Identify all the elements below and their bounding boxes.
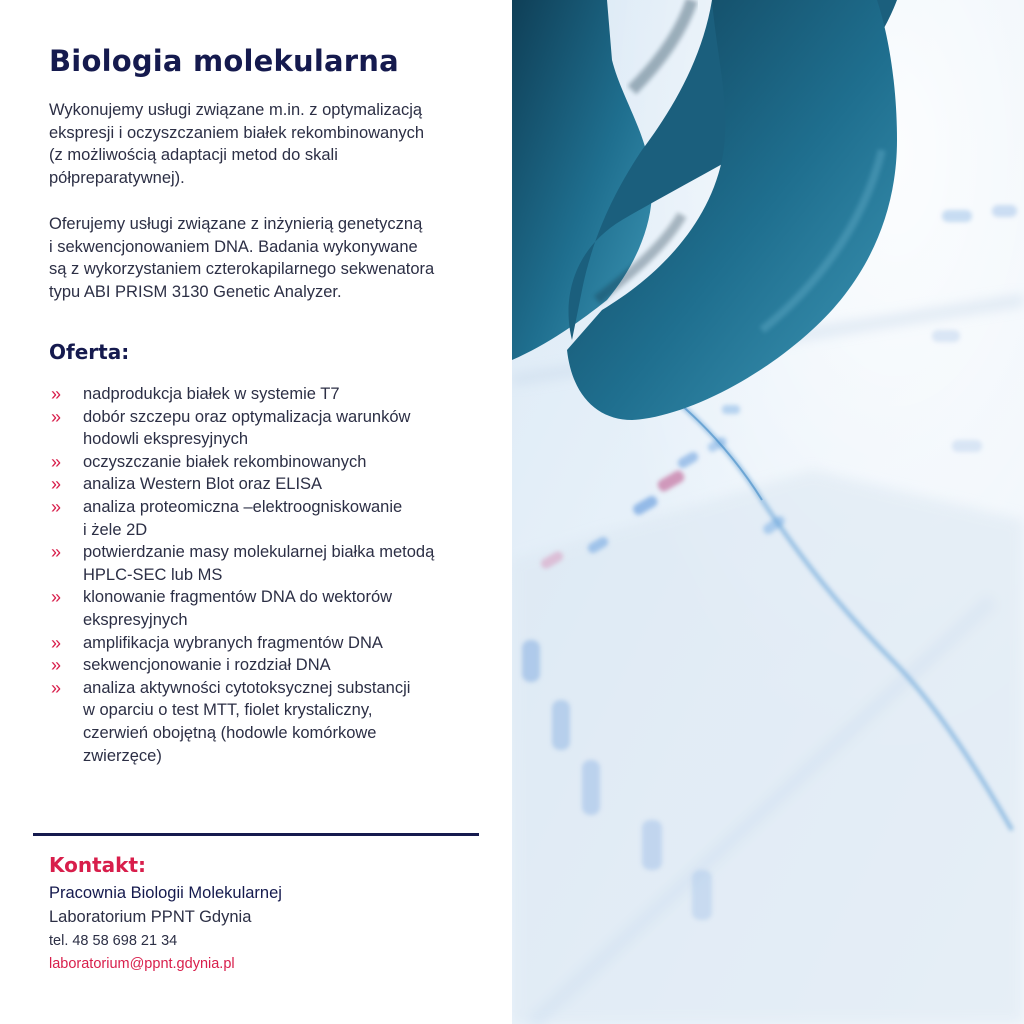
contact-heading: Kontakt:: [49, 853, 147, 877]
bullet-icon: »: [51, 677, 62, 698]
offer-list: [49, 383, 499, 767]
bullet-icon: »: [51, 406, 62, 427]
contact-lab: Laboratorium PPNT Gdynia: [49, 908, 252, 926]
intro-paragraph-1: Wykonujemy usługi związane m.in. z optymalizacją ekspresji i oczyszczaniem białek rekombinowanych (z możliwością adaptacji metod do skali półpreparatywnej).: [49, 101, 425, 187]
offer-item: [49, 677, 499, 767]
bullet-icon: »: [51, 384, 62, 404]
offer-item-text: sekwencjonowanie i rozdział DNA: [83, 656, 331, 675]
bullet-icon: »: [51, 496, 62, 517]
lab-photo: [512, 0, 1024, 1024]
offer-item-text: analiza proteomiczna –elektroogniskowanie i żele 2D: [83, 497, 403, 539]
intro-paragraph-2: Oferujemy usługi związane z inżynierią genetyczną i sekwencjonowaniem DNA. Badania wykonywane są z wykorzystaniem czterokapilarnego sekwenatora typu ABI PRISM 3130 Genetic Analyzer.: [49, 215, 435, 301]
offer-item: [49, 586, 499, 631]
offer-item: [49, 451, 499, 474]
offer-item: [49, 632, 499, 655]
gloved-hand-gel-illustration: [512, 0, 1024, 1024]
offer-item-text: analiza aktywności cytotoksycznej substancji w oparciu o test MTT, fiolet krystaliczny, czerwień obojętną (hodowle komórkowe zwierzęce): [83, 678, 411, 765]
contact-phone[interactable]: tel. 48 58 698 21 34: [49, 933, 178, 949]
offer-item: [49, 654, 499, 677]
offer-item: [49, 541, 499, 586]
offer-item: [49, 406, 499, 451]
bullet-icon: »: [51, 542, 62, 563]
contact-name: Pracownia Biologii Molekularnej: [49, 884, 282, 902]
offer-item: [49, 473, 499, 496]
page-title: Biologia molekularna: [49, 44, 399, 78]
offer-item-text: potwierdzanie masy molekularnej białka metodą HPLC-SEC lub MS: [83, 543, 435, 584]
offer-heading: Oferta:: [49, 340, 130, 364]
offer-item-text: klonowanie fragmentów DNA do wektorów ekspresyjnych: [83, 588, 393, 629]
offer-item-text: dobór szczepu oraz optymalizacja warunków hodowli ekspresyjnych: [83, 407, 411, 449]
offer-item-text: analiza Western Blot oraz ELISA: [83, 475, 323, 494]
divider: [33, 833, 479, 836]
bullet-icon: »: [51, 451, 62, 472]
offer-item-text: nadprodukcja białek w systemie T7: [83, 385, 340, 403]
offer-item: [49, 383, 499, 406]
offer-item: [49, 496, 499, 541]
bullet-icon: »: [51, 655, 62, 676]
bullet-icon: »: [51, 587, 62, 608]
contact-email-link[interactable]: laboratorium@ppnt.gdynia.pl: [49, 956, 235, 972]
offer-item-text: oczyszczanie białek rekombinowanych: [83, 452, 367, 471]
bullet-icon: »: [51, 474, 62, 495]
bullet-icon: »: [51, 632, 62, 653]
offer-item-text: amplifikacja wybranych fragmentów DNA: [83, 633, 383, 652]
